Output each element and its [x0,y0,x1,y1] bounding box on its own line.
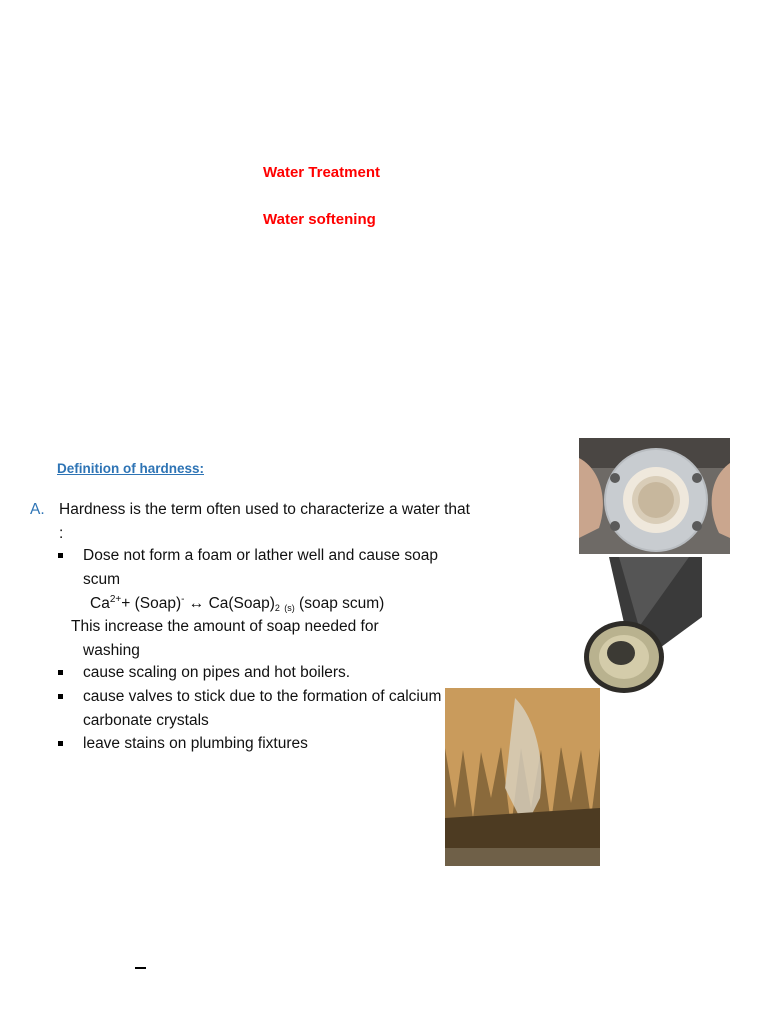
page-mark [135,967,146,969]
bullet-square-icon [58,670,63,675]
bullet-text: leave stains on plumbing fixtures [83,735,308,752]
scaled-pipe-section-photo [579,557,702,697]
bullet-square-icon [58,741,63,746]
soap-scum-equation [90,592,384,616]
product-subscript: 2 [274,603,280,613]
soap-term: + (Soap) [121,595,182,612]
calcium-symbol: Ca [90,595,110,612]
calcium-charge: 2+ [109,594,122,605]
bullet-text: cause valves to stick due to the formation of calcium carbonate crystals [83,688,442,729]
equilibrium-product: ↔ Ca(Soap) [184,595,275,612]
soap-consequence [71,615,461,662]
soap-scum-label: (soap scum) [294,595,385,612]
item-letter: A. [30,501,45,518]
bullet-square-icon [58,553,63,558]
page-subtitle: Water softening [263,211,376,228]
scaled-pipe-flange-photo [579,438,730,554]
bullet-text: cause scaling on pipes and hot boilers. [83,664,351,681]
phase-subscript: (s) [284,603,295,613]
consequence-line-cont: washing [83,641,140,659]
definition-heading: Definition of hardness: [57,461,205,476]
bullet-square-icon [58,694,63,699]
bullet-text: Dose not form a foam or lather well and cause soap scum [83,547,438,588]
consequence-line: This increase the amount of soap needed for [71,618,379,635]
page-title: Water Treatment [263,164,380,181]
cave-stalactites-photo [445,688,600,866]
item-text: Hardness is the term often used to characterize a water that : [59,501,470,542]
soap-charge: - [181,594,185,605]
